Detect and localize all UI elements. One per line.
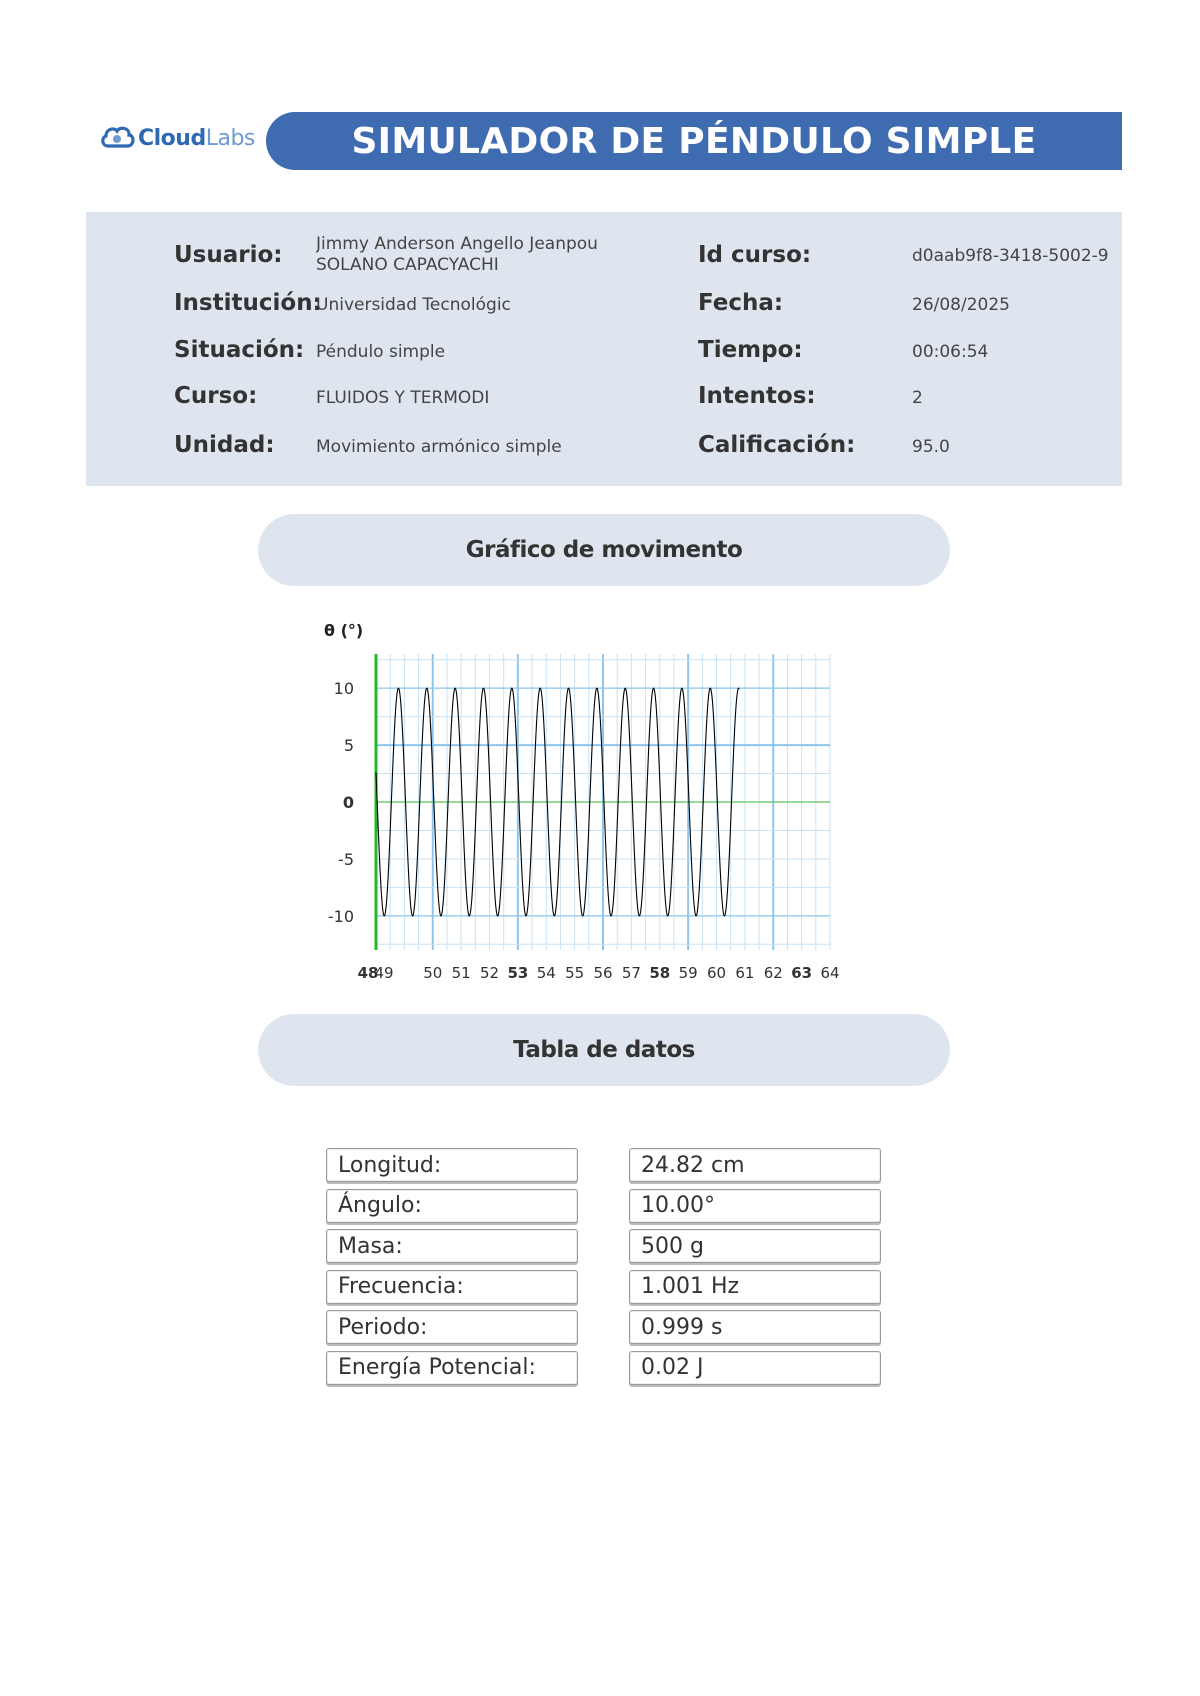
cloudlabs-logo-text xyxy=(138,126,255,151)
table-value-cell: 10.00° xyxy=(629,1189,881,1223)
table-section-title: Tabla de datos xyxy=(513,1037,695,1063)
table-value-cell: 1.001 Hz xyxy=(629,1270,881,1304)
table-value-cell: 0.999 s xyxy=(629,1310,881,1344)
table-section-header xyxy=(258,1014,950,1086)
cloudlabs-logo-icon xyxy=(100,122,136,154)
x-tick-label: 52 xyxy=(479,964,500,982)
curso-value: FLUIDOS Y TERMODI xyxy=(316,388,490,408)
institucion-label: Institución: xyxy=(174,290,322,316)
x-tick-label: 49 xyxy=(374,964,394,982)
table-label-cell: Frecuencia: xyxy=(326,1270,578,1304)
calificacion-label: Calificación: xyxy=(698,432,856,458)
institucion-value: Universidad Tecnológic xyxy=(316,295,511,315)
idcurso-label: Id curso: xyxy=(698,242,812,268)
y-tick-label: 10 xyxy=(333,679,354,699)
y-tick-label: -10 xyxy=(327,906,354,926)
logo-text-bold: Cloud xyxy=(138,125,206,151)
table-label-cell: Periodo: xyxy=(326,1310,578,1344)
curso-label: Curso: xyxy=(174,383,258,409)
table-label-cell: Masa: xyxy=(326,1229,578,1263)
x-tick-label: 60 xyxy=(706,964,727,982)
table-label-cell: Energía Potencial: xyxy=(326,1351,578,1385)
usuario-value xyxy=(316,234,636,276)
idcurso-value: d0aab9f8-3418-5002-9 xyxy=(912,246,1109,266)
info-panel xyxy=(86,212,1122,486)
chart-section-header xyxy=(258,514,950,586)
y-tick-label: 5 xyxy=(343,736,354,756)
situacion-value: Péndulo simple xyxy=(316,342,446,362)
y-tick-label: 0 xyxy=(342,793,354,812)
unidad-value: Movimiento armónico simple xyxy=(316,437,562,457)
table-label-cell: Longitud: xyxy=(326,1148,578,1182)
x-tick-label: 51 xyxy=(451,964,471,982)
x-tick-label: 58 xyxy=(649,964,671,982)
usuario-label: Usuario: xyxy=(174,242,283,268)
cloudlabs-logo xyxy=(100,118,255,158)
x-tick-label: 57 xyxy=(621,964,641,982)
page-title: SIMULADOR DE PÉNDULO SIMPLE xyxy=(351,120,1037,162)
tiempo-label: Tiempo: xyxy=(698,337,803,363)
x-tick-label: 56 xyxy=(593,964,613,982)
x-tick-label: 54 xyxy=(536,964,556,982)
x-tick-label: 59 xyxy=(678,964,698,982)
x-tick-label: 48 xyxy=(357,964,379,982)
usuario-line2: SOLANO CAPACYACHI xyxy=(316,255,499,275)
usuario-line1: Jimmy Anderson Angello Jeanpou xyxy=(316,234,598,254)
table-value-cell: 0.02 J xyxy=(629,1351,881,1385)
x-tick-label: 62 xyxy=(763,964,783,982)
unidad-label: Unidad: xyxy=(174,432,275,458)
intentos-value: 2 xyxy=(912,388,923,408)
table-value-cell: 500 g xyxy=(629,1229,881,1263)
x-tick-label: 53 xyxy=(507,964,529,982)
tiempo-value: 00:06:54 xyxy=(912,342,989,362)
chart-section-title: Gráfico de movimento xyxy=(465,537,743,563)
calificacion-value: 95.0 xyxy=(912,437,950,457)
x-tick-label: 63 xyxy=(791,964,813,982)
title-banner xyxy=(266,112,1122,170)
fecha-value: 26/08/2025 xyxy=(912,295,1010,315)
x-tick-label: 50 xyxy=(423,964,443,982)
x-tick-label: 55 xyxy=(565,964,585,982)
table-value-cell: 24.82 cm xyxy=(629,1148,881,1182)
intentos-label: Intentos: xyxy=(698,383,816,409)
situacion-label: Situación: xyxy=(174,337,305,363)
y-axis-label: θ (°) xyxy=(324,621,364,640)
table-label-cell: Ángulo: xyxy=(326,1189,578,1223)
fecha-label: Fecha: xyxy=(698,290,784,316)
x-tick-label: 61 xyxy=(735,964,755,982)
motion-chart xyxy=(318,612,858,982)
x-tick-label: 64 xyxy=(820,964,840,982)
y-tick-label: -5 xyxy=(338,849,354,869)
logo-text-light: Labs xyxy=(205,125,255,151)
